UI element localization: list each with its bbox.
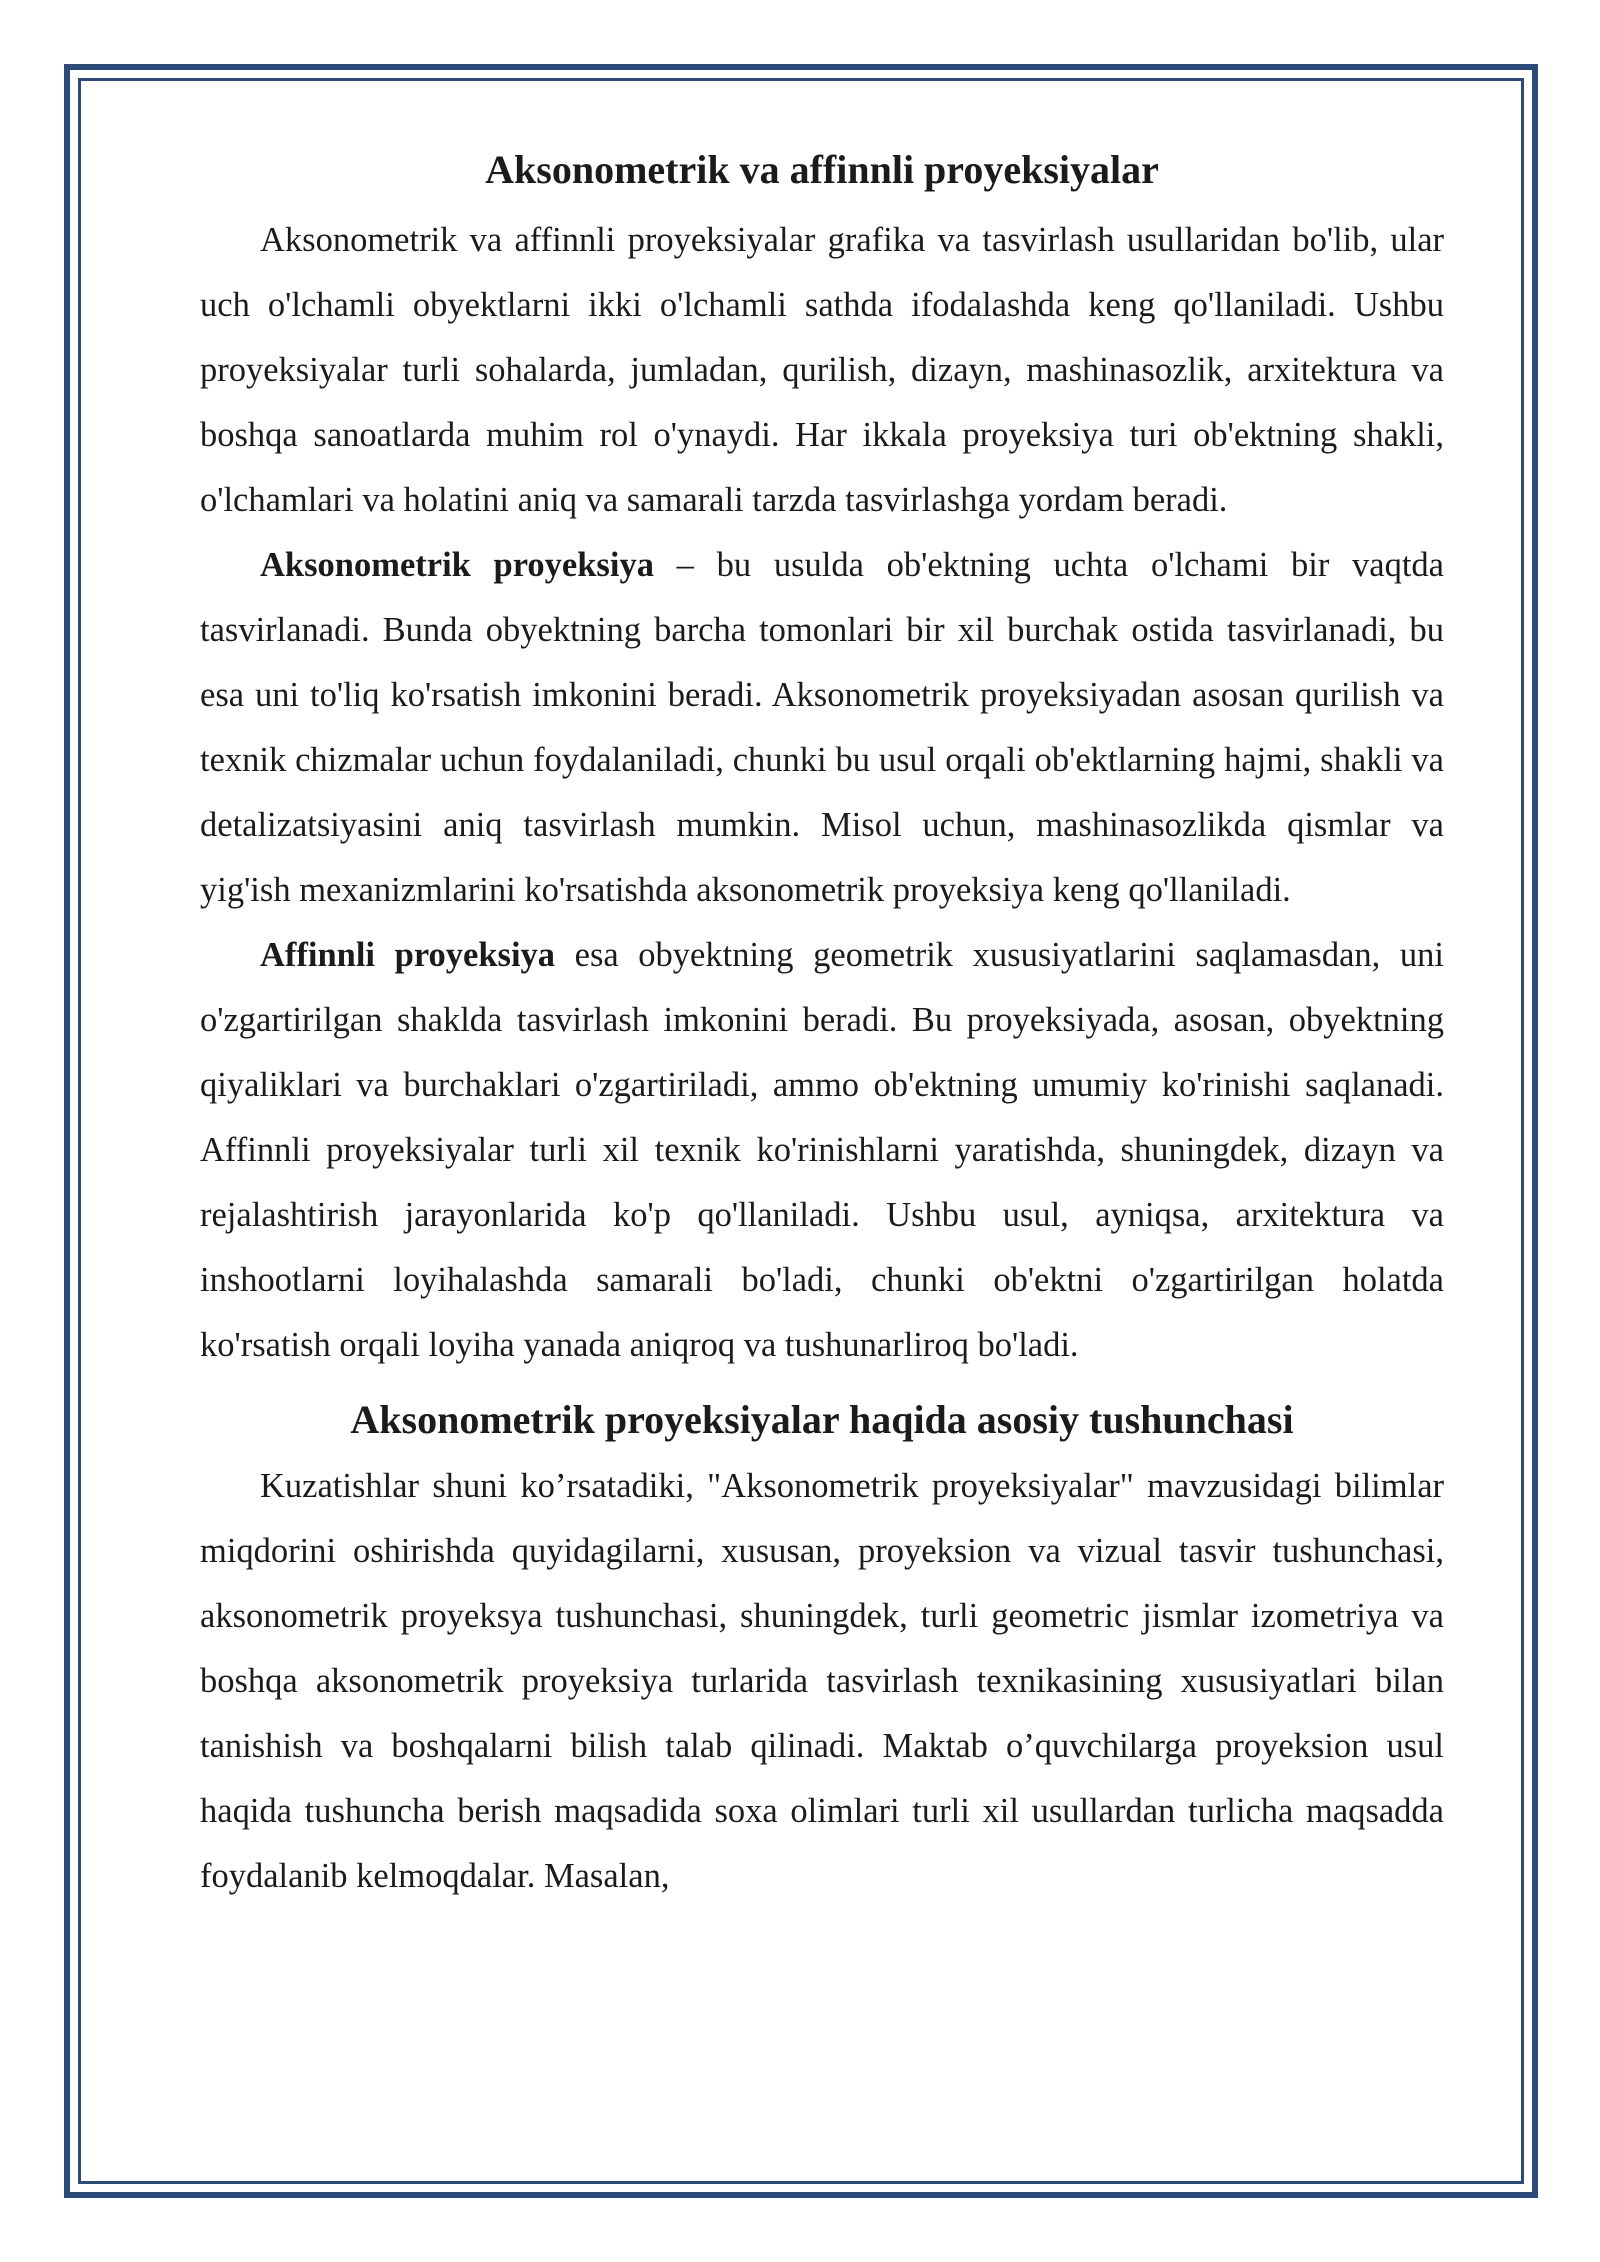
document-title: Aksonometrik va affinnli proyeksiyalar (485, 147, 1159, 192)
section-heading: Aksonometrik proyeksiyalar haqida asosiy tushunchasi (350, 1397, 1294, 1442)
affine-paragraph (200, 923, 1444, 1378)
axonometric-text: – bu usulda ob'ektning uchta o'lchami bir vaqtda tasvirlanadi. Bunda obyektning barcha tomonlari bir xil burchak ostida tasvirlanadi, bu esa uni to'liq ko'rsatish imkonini beradi. Aksonometrik proyeksiyadan asosan qurilish va texnik chizmalar uchun foydalaniladi, chunki bu usul orqali ob'ektlarning hajmi, shakli va detalizatsiyasini aniq tasvirlash mumkin. Misol uchun, mashinasozlikda qismlar va yig'ish mexanizmlarini ko'rsatishda aksonometrik proyeksiya keng qo'llaniladi. (200, 546, 1444, 909)
final-paragraph: Kuzatishlar shuni ko’rsatadiki, "Aksonometrik proyeksiyalar" mavzusidagi bilimlar miqdorini oshirishda quyidagilarni, xususan, proyeksion va vizual tasvir tushunchasi, aksonometrik proyeksya tushunchasi, shuningdek, turli geometric jismlar izometriya va boshqa aksonometrik proyeksiya turlarida tasvirlash texnikasining xususiyatlari bilan tanishish va boshqalarni bilish talab qilinadi. Maktab o’quvchilarga proyeksion usul haqida tushuncha berish maqsadida soxa olimlari turli xil usullardan turlicha maqsadda foydalanib kelmoqdalar. Masalan, (200, 1467, 1444, 1895)
intro-paragraph: Aksonometrik va affinnli proyeksiyalar grafika va tasvirlash usullaridan bo'lib, ular uch o'lchamli obyektlarni ikki o'lchamli sathda ifodalashda keng qo'llaniladi. Ushbu proyeksiyalar turli sohalarda, jumladan, qurilish, dizayn, mashinasozlik, arxitektura va boshqa sanoatlarda muhim rol o'ynaydi. Har ikkala proyeksiya turi ob'ektning shakli, o'lchamlari va holatini aniq va samarali tarzda tasvirlashga yordam beradi. (200, 221, 1444, 519)
affine-text: esa obyektning geometrik xususiyatlarini saqlamasdan, uni o'zgartirilgan shaklda tasvirlash imkonini beradi. Bu proyeksiyada, asosan, obyektning qiyaliklari va burchaklari o'zgartiriladi, ammo ob'ektning umumiy ko'rinishi saqlanadi. Affinnli proyeksiyalar turli xil texnik ko'rinishlarni yaratishda, shuningdek, dizayn va rejalashtirish jarayonlarida ko'p qo'llaniladi. Ushbu usul, ayniqsa, arxitektura va inshootlarni loyihalashda samarali bo'ladi, chunki ob'ektni o'zgartirilgan holatda ko'rsatish orqali loyiha yanada aniqroq va tushunarliroq bo'ladi. (200, 936, 1444, 1364)
affine-term: Affinnli proyeksiya (260, 936, 556, 974)
axonometric-term: Aksonometrik proyeksiya (260, 546, 654, 584)
document-body (200, 142, 1444, 1909)
axonometric-paragraph (200, 533, 1444, 923)
